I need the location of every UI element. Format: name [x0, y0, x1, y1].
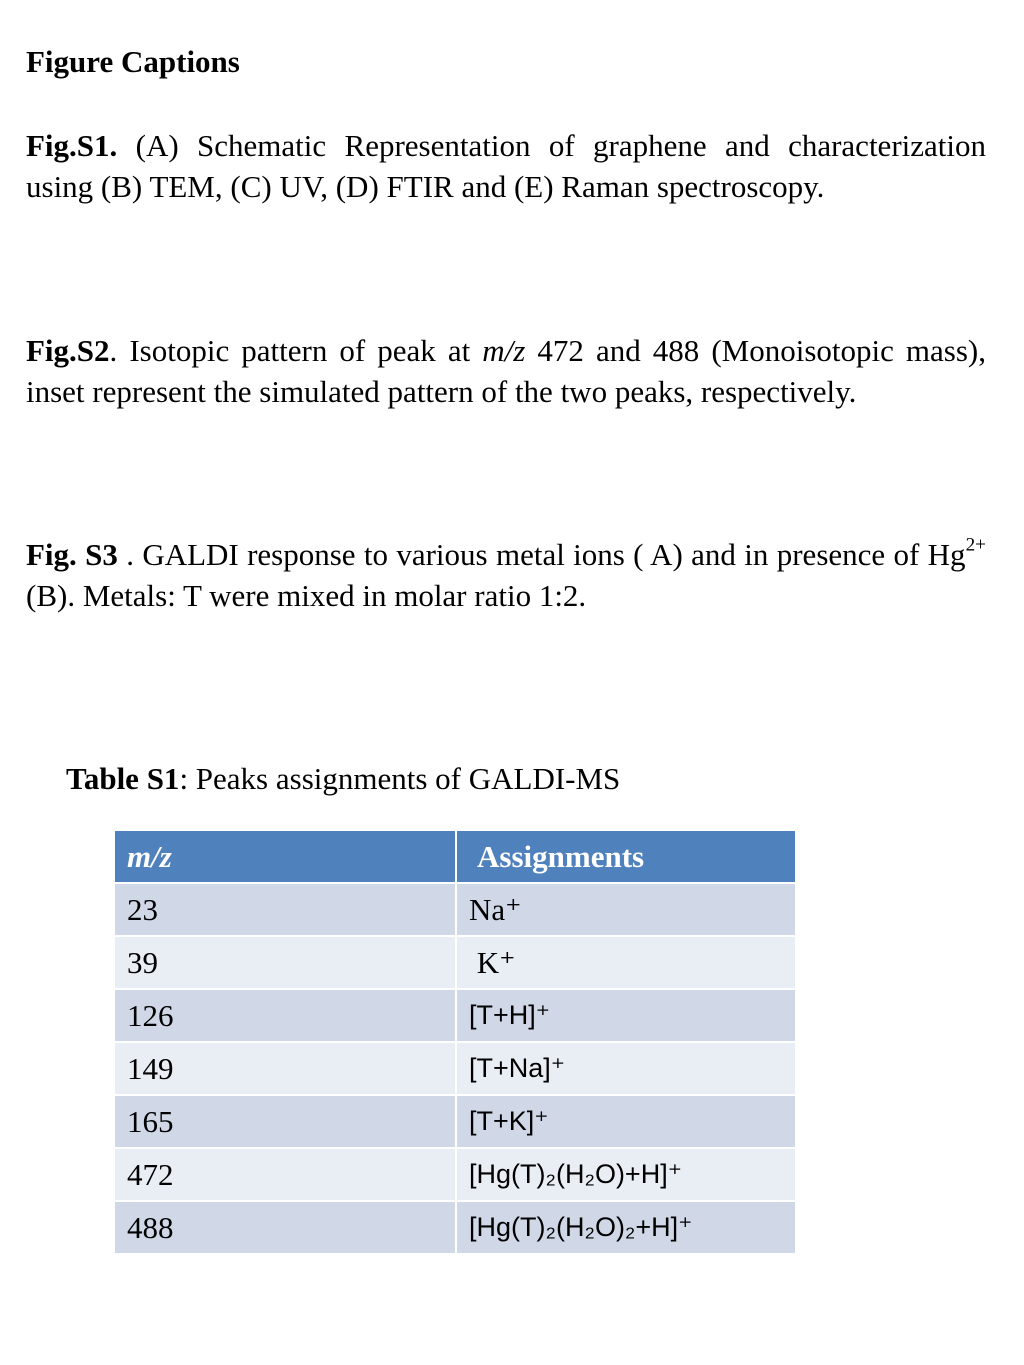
caption-fig-s3 — [26, 534, 986, 616]
table-row — [114, 1095, 796, 1148]
caption-text: 472 and 488 (Monoisotopic mass), inset represent the simulated pattern of the two peaks, respectively. — [26, 333, 986, 409]
cell-assignment: [Hg(T)₂(H₂O)+H]⁺ — [456, 1148, 796, 1201]
mz-symbol: m/z — [482, 333, 526, 368]
table-row — [114, 1042, 796, 1095]
cell-assignment: [T+H]⁺ — [456, 989, 796, 1042]
cell-mz: 126 — [114, 989, 456, 1042]
header-mz: m/z — [114, 830, 456, 883]
caption-text: . Isotopic pattern of peak at — [109, 333, 483, 368]
cell-mz: 488 — [114, 1201, 456, 1254]
ion-charge: 2+ — [965, 534, 986, 556]
table-label: Table S1 — [66, 761, 180, 796]
peaks-table — [113, 829, 797, 1255]
caption-label: Fig.S2 — [26, 333, 110, 368]
cell-assignment: [Hg(T)₂(H₂O)₂+H]⁺ — [456, 1201, 796, 1254]
table-row — [114, 936, 796, 989]
table-header-row — [114, 830, 796, 883]
cell-mz: 165 — [114, 1095, 456, 1148]
caption-text: (B). Metals: T were mixed in molar ratio 1:2. — [26, 578, 587, 613]
page-heading: Figure Captions — [26, 44, 240, 79]
caption-text: (A) Schematic Representation of graphene and characterization using (B) TEM, (C) UV, (D) FTIR and (E) Raman spectroscopy. — [26, 128, 986, 204]
cell-mz: 39 — [114, 936, 456, 989]
cell-assignment: [T+Na]⁺ — [456, 1042, 796, 1095]
caption-fig-s1 — [26, 125, 986, 207]
cell-assignment: [T+K]⁺ — [456, 1095, 796, 1148]
caption-fig-s2 — [26, 330, 986, 412]
header-assignments: Assignments — [456, 830, 796, 883]
cell-mz: 472 — [114, 1148, 456, 1201]
cell-mz: 149 — [114, 1042, 456, 1095]
cell-mz: 23 — [114, 883, 456, 936]
caption-label: Fig. S3 — [26, 537, 118, 572]
caption-text: . GALDI response to various metal ions ( A) and in presence of Hg — [117, 537, 966, 572]
cell-assignment: Na⁺ — [456, 883, 796, 936]
caption-label: Fig.S1. — [26, 128, 118, 163]
table-title-text: : Peaks assignments of GALDI-MS — [179, 761, 621, 796]
table-title — [66, 760, 620, 798]
table-row — [114, 1201, 796, 1254]
table-row — [114, 883, 796, 936]
table-row — [114, 989, 796, 1042]
cell-assignment: K⁺ — [456, 936, 796, 989]
table-row — [114, 1148, 796, 1201]
